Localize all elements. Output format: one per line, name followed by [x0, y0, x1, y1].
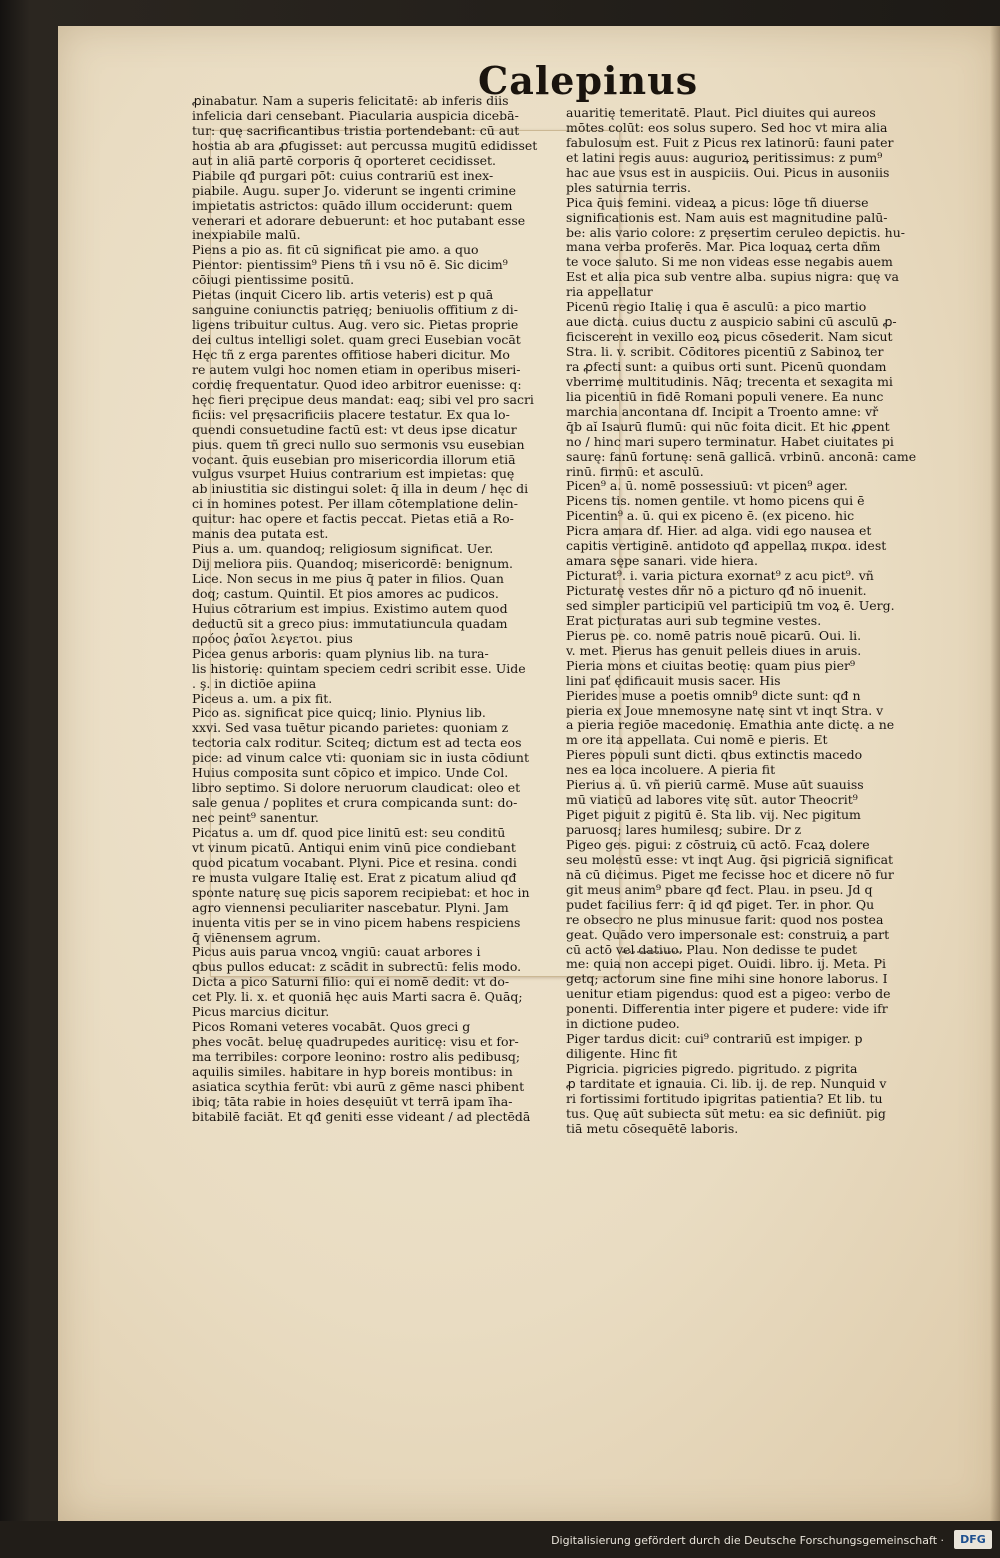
text-line: Dicta a pico Saturni filio: qui ei nomē dedit: vt do- [192, 974, 510, 990]
text-line: m ore ita appellata. Cui nomē e pieris. Et [566, 732, 828, 748]
text-line: Picus marcius dicitur. [192, 1004, 330, 1020]
text-line: re obsecro ne plus minusue farit: quod nos postea [566, 911, 884, 927]
text-line: Huius composita sunt cōpico et impico. Unde Col. [192, 765, 509, 781]
text-line: tiā metu cōsequētē laboris. [566, 1120, 739, 1136]
text-line: Picra amara df. Hier. ad alga. vidi ego nausea et [566, 523, 872, 539]
text-line: in dictione pudeo. [566, 1016, 680, 1032]
text-line: quendi consuetudine factū est: vt deus ipse dicatur [192, 421, 517, 437]
text-line: Piabile qđ purgari pōt: cuius contrariū est inex- [192, 167, 494, 183]
text-line: inuenta vitis per se in vino picem habens respiciens [192, 914, 521, 930]
funding-notice: Digitalisierung gefördert durch die Deutsche Forschungsgemeinschaft · [551, 1534, 944, 1547]
text-line: Hęc tñ z erga parentes offitiose haberi dicitur. Mo [192, 346, 510, 362]
text-line: asiatica scythia ferūt: vbi aurū z gēme nasci phibent [192, 1078, 525, 1094]
text-line: git meus anim⁹ pbare qđ fect. Plau. in pseu. Jd q [566, 881, 873, 897]
text-line: q̄b aĭ Isaurū flumū: qui nūc foita dicit. Et hic ꝓpent [566, 418, 890, 434]
text-line: aut in aliā partē corporis q̄ oporteret cecidisset. [192, 152, 497, 168]
text-line: agro viennensi peculiariter nascebatur. Plyni. Jam [192, 899, 509, 915]
text-line: te voce saluto. Si me non videas esse negabis auem [566, 254, 893, 270]
text-line: no / hinc mari supero terminatur. Habet ciuitates pi [566, 433, 894, 449]
text-line: Pigeo ges. pigui: z cōstruiꝝ cū actō. Fcaꝝ dolere [566, 836, 870, 852]
text-line: dei cultus intelligi solet. quam greci Eusebian vocāt [192, 332, 521, 347]
text-line: Pientor: pientissim⁹ Piens tñ i vsu nō ē. Sic dicim⁹ [192, 257, 508, 273]
text-line: ficiscerent in vexillo eoꝝ picus cōsederit. Nam sicut [566, 329, 893, 345]
text-line: Pieres populi sunt dicti. qbus extinctis macedo [566, 747, 863, 763]
dfg-logo: DFG [954, 1530, 992, 1549]
text-line: bitabilē faciāt. Et qđ geniti esse videant / ad plectēdā [192, 1108, 531, 1124]
text-line: auaritię temeritatē. Plaut. Picl diuites qui aureos [566, 105, 876, 120]
text-line: Stra. li. v. scribit. Cōditores picentiū z Sabinoꝝ ter [566, 344, 884, 359]
text-line: geat. Quādo vero impersonale est: construiꝝ a part [566, 926, 890, 942]
text-line: . ş. in dictiōe apiina [192, 675, 317, 691]
text-line: Picus auis parua vncoꝝ vngiū: cauat arbores i [192, 944, 481, 960]
text-line: Pietas (inquit Cicero lib. artis veteris) est p quā [192, 287, 494, 303]
text-line: vberrime multitudinis. Nāq; trecenta et sexagita mi [566, 373, 893, 389]
text-line: getq; actorum sine fine mihi sine honore laborus. I [566, 971, 888, 987]
text-line: nā cū dicimus. Piget me fecisse hoc et dicere nō fur [566, 866, 894, 882]
text-line: vocant. q̄uis eusebian pro misericordia illorum etiā [192, 451, 516, 467]
text-line: marchia ancontana df. Incipit a Troento amne: vř [566, 403, 879, 419]
text-line: ibiq; tāta rabie in hoies desęuiūt vt terrā ipam īha- [192, 1093, 513, 1109]
text-line: vulgus vsurpet Huius contrarium est impietas: quę [192, 466, 515, 482]
text-line: ꝓ tarditate et ignauia. Ci. lib. ij. de rep. Nunquid v [566, 1075, 887, 1091]
text-line: diligente. Hinc fit [566, 1046, 678, 1062]
text-line: ab iniustitia sic distingui solet: q̄ illa in deum / hęc di [192, 481, 529, 497]
text-line: paruosq; lares humilesq; subire. Dr z [566, 822, 802, 837]
text-line: pieria ex Joue mnemosyne natę sint vt inqt Stra. v [566, 702, 884, 718]
text-line: lia picentiū in fidē Romani populi venere. Ea nunc [566, 388, 884, 404]
text-line: Picturatę vestes dñr nō a picturo qđ nō inuenit. [566, 583, 867, 598]
text-line: aue dicta. cuius ductu z auspicio sabini cū asculū ꝓ- [566, 314, 897, 330]
text-line: me: quia non accepi piget. Ouidi. libro. ij. Meta. Pi [566, 956, 887, 972]
text-line: doq; castum. Quintil. Et pios amores ac pudicos. [192, 585, 499, 601]
text-line: venerari et adorare debuerunt: et hoc putabant esse [192, 212, 526, 228]
text-line: Dij meliora piis. Quandoq; misericordē: benignum. [192, 556, 514, 572]
text-line: sed simpler participiū vel participiū tm voꝝ ē. Uerg. [566, 597, 895, 613]
text-line: qbus pullos educat: z scādit in subrectū: felis modo. [192, 959, 522, 975]
text-line: ra ꝓfecti sunt: a quibus orti sunt. Picenū quondam [566, 358, 887, 374]
text-line: Picen⁹ a. ū. nomē possessiuū: vt picen⁹ ager. [566, 478, 848, 494]
text-line: cet Ply. li. x. et quoniā hęc auis Marti sacra ē. Quāq; [192, 989, 523, 1005]
text-line: hostia ab ara ꝓfugisset: aut percussa mugitū edidisset [192, 137, 538, 153]
text-line: rinū. firmū: et asculū. [566, 463, 704, 479]
text-line: lini pať ędificauit musis sacer. His [566, 672, 781, 688]
text-line: uenitur etiam pigendus: quod est a pigeo: verbo de [566, 986, 891, 1002]
text-line: Huius cōtrarium est impius. Existimo autem quod [192, 600, 508, 616]
text-line: mū viaticū ad labores vitę sūt. autor Theocrit⁹ [566, 792, 858, 808]
text-line: Picea genus arboris: quam plynius lib. na tura- [192, 645, 489, 661]
text-line: sanguine coniunctis patrięq; beniuolis offitium z di- [192, 302, 519, 318]
text-line: xxvi. Sed vasa tuētur picando parietes: quoniam z [192, 720, 509, 736]
text-line: fabulosum est. Fuit z Picus rex latinorū: fauni pater [566, 134, 894, 150]
text-line: hęc fieri pręcipue deus mandat: eaq; sibi vel pro sacri [192, 391, 534, 407]
text-line: Lice. Non secus in me pius q̄ pater in filios. Quan [192, 571, 504, 586]
text-line: Picens tis. nomen gentile. vt homo picens qui ē [566, 493, 865, 509]
text-line: Pierides muse a poetis omnib⁹ dicte sunt: qđ n [566, 687, 861, 703]
running-header: Calepinus [478, 58, 699, 103]
text-line: hac aue vsus est in auspiciis. Oui. Picus in ausoniis [566, 164, 890, 180]
text-line: Pierius a. ū. vñ pieriū carmē. Muse aūt suauiss [566, 777, 864, 793]
text-line: tectoria calx roditur. Sciteq; dictum est ad tecta eos [192, 735, 522, 751]
text-line: cordię frequentatur. Quod ideo arbitror euenisse: q: [192, 376, 522, 392]
text-line: be: alis vario colore: z pręsertim ceruleo depictis. hu- [566, 224, 906, 240]
ink-smudge [622, 951, 682, 961]
text-line: Picturat⁹. i. varia pictura exornat⁹ z acu pict⁹. vñ [566, 568, 874, 584]
text-line: Est et alia pica sub ventre alba. supius nigra: quę va [566, 269, 899, 285]
text-line: ficiis: vel pręsacrificiis placere testatur. Ex qua lo- [192, 406, 510, 422]
text-line: inexpiabile malū. [192, 227, 301, 243]
text-line: ligens tribuitur cultus. Aug. vero sic. Pietas proprie [192, 317, 519, 333]
text-line: phes vocāt. beluę quadrupedes auriticę: visu et for- [192, 1034, 519, 1050]
text-line: quod picatum vocabant. Plyni. Pice et resina. condi [192, 854, 517, 870]
text-line: Picatus a. um df. quod pice linitū est: seu conditū [192, 824, 506, 840]
text-line: quitur: hac opere et factis peccat. Pietas etiā a Ro- [192, 511, 514, 527]
text-line: capitis vertiginē. antidoto qđ appellaꝝ πικρα. idest [566, 538, 887, 554]
right-text-column [566, 105, 940, 1136]
text-line: sale genua / poplites et crura compicanda sunt: do- [192, 795, 518, 811]
text-line: pice: ad vinum calce vti: quoniam sic in iusta cōdiunt [192, 750, 529, 766]
text-line: cū actō vel datiuo. Plau. Non dedisse te pudet [566, 941, 858, 957]
text-line: aquilis similes. habitare in hyp boreis montibus: in [192, 1063, 513, 1079]
text-line: ponenti. Differentia inter pigere et pudere: vide ifr [566, 1001, 888, 1017]
text-line: ci in homines potest. Per illam cōtemplatione delin- [192, 496, 518, 512]
text-line: Picos Romani veteres vocabāt. Quos greci g [192, 1019, 471, 1035]
text-line: re autem vulgi hoc nomen etiam in operibus miseri- [192, 361, 521, 377]
text-line: significationis est. Nam auis est magnitudine palū- [566, 209, 888, 225]
text-line: pudet facilius ferr: q̄ id qđ piget. Ter. in phor. Qu [566, 896, 875, 912]
text-line: nes ea loca incoluere. A pieria fit [566, 762, 776, 778]
text-line: Piger tardus dicit: cui⁹ contrariū est impiger. p [566, 1031, 863, 1047]
text-line: Pico as. significat pice quicq; linio. Plynius lib. [192, 705, 486, 721]
text-line: πρόος ῥαῖοι λεγετοι. pius [192, 630, 353, 646]
text-line: a pieria regiōe macedonię. Emathia ante dictę. a ne [566, 717, 895, 733]
text-line: impietatis astrictos: quādo illum occiderunt: quem [192, 197, 513, 213]
text-line: Piens a pio as. fit cū significat pie amo. a quo [192, 242, 479, 258]
text-line: Pica q̄uis femini. videaꝝ a picus: lōge tñ diuerse [566, 194, 869, 210]
text-line: saurę: fanū fortunę: senā gallicā. vrbinū. anconā: came [566, 448, 917, 464]
text-line: vt vinum picatū. Antiqui enim vinū pice condiebant [192, 839, 516, 855]
text-line: ria appellatur [566, 284, 653, 300]
text-line: seu molestū esse: vt inqt Aug. q̄si pigriciā significat [566, 851, 894, 867]
text-line: Pius a. um. quandoq; religiosum significat. Uer. [192, 541, 494, 557]
text-line: ꝓinabatur. Nam a superis felicitatē: ab inferis diis [192, 93, 509, 108]
text-line: tus. Quę aūt subiecta sūt metu: ea sic definiūt. pig [566, 1105, 886, 1121]
text-line: Erat picturatas auri sub tegmine vestes. [566, 612, 822, 628]
text-line: Picentin⁹ a. ū. qui ex piceno ē. (ex piceno. hic [566, 508, 855, 524]
text-line: cōiugi pientissime positū. [192, 272, 355, 288]
text-line: Pierus pe. co. nomē patris nouē picarū. Oui. li. [566, 627, 862, 643]
text-line: deductū sit a greco pius: immutatiuncula quadam [192, 615, 508, 631]
text-line: tur: quę sacrificantibus tristia portendebant: cū aut [192, 122, 520, 138]
text-line: sponte naturę suę picis saporem recipiebat: et hoc in [192, 884, 530, 900]
text-line: lis historię: quintam speciem cedri scribit esse. Uide [192, 660, 526, 676]
text-line: amara sępe sanari. vide hiera. [566, 553, 758, 569]
text-line: ples saturnia terris. [566, 179, 691, 195]
text-line: v. met. Pierus has genuit pelleis diues in aruis. [566, 642, 862, 658]
text-line: ri fortissimi fortitudo ipigritas patientia? Et lib. tu [566, 1090, 883, 1106]
text-line: nec peint⁹ sanentur. [192, 810, 319, 825]
text-line: Pigricia. pigricies pigredo. pigritudo. z pigrita [566, 1061, 858, 1076]
text-line: infelicia dari censebant. Piacularia auspicia dicebā- [192, 107, 519, 123]
text-line: Piceus a. um. a pix fit. [192, 690, 333, 706]
text-line: Pieria mons et ciuitas beotię: quam pius pier⁹ [566, 657, 856, 673]
page-edge-shadow [990, 26, 1000, 1521]
text-line: piabile. Augu. super Jo. viderunt se ingenti crimine [192, 182, 517, 198]
text-line: mana verba proferēs. Mar. Pica loquaꝝ certa dñm [566, 239, 881, 255]
left-text-column [192, 93, 612, 1124]
text-line: et latini regis auus: augurioꝝ peritissimus: z pum⁹ [566, 149, 883, 165]
text-line: libro septimo. Si dolore neruorum claudicat: oleo et [192, 780, 521, 796]
text-line: manis dea putata est. [192, 526, 329, 542]
text-line: Piget piguit z pigitū ē. Sta lib. vij. Nec pigitum [566, 807, 861, 823]
text-line: q̄ viēnensem agrum. [192, 929, 321, 945]
text-line: re musta vulgare Italię est. Erat z picatum aliud qđ [192, 869, 517, 885]
text-line: pius. quem tñ greci nullo suo sermonis vsu eusebian [192, 436, 525, 452]
text-line: ma terribiles: corpore leonino: rostro alis pedibusq; [192, 1049, 521, 1064]
text-line: mōtes colūt: eos solus supero. Sed hoc vt mira alia [566, 119, 888, 135]
text-line: Picenū regio Italię i qua ē asculū: a pico martio [566, 299, 867, 315]
